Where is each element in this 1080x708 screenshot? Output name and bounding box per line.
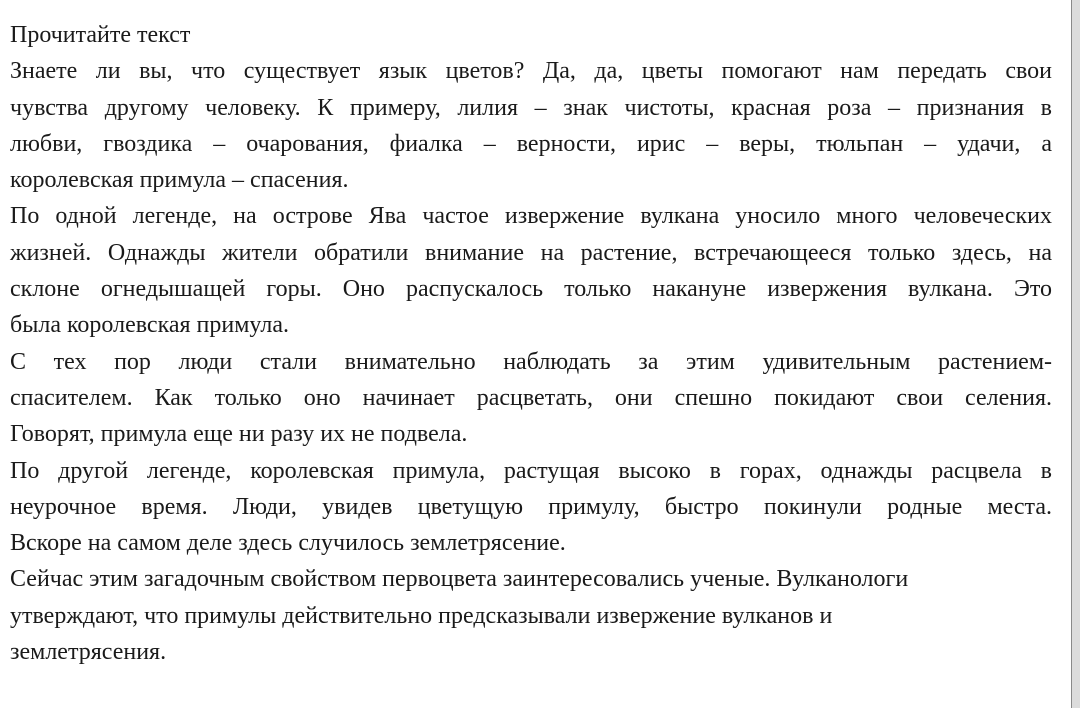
paragraph-5 [10, 561, 1052, 670]
text-line: землетрясения. [10, 639, 167, 666]
page-edge [1071, 0, 1080, 708]
text-line: Говорят, примула еще ни разу их не подвела. [10, 421, 468, 448]
text-line: жизней. Однажды жители обратили внимание на растение, встречающееся только здесь, на [10, 239, 1052, 266]
text-line: Знаете ли вы, что существует язык цветов? Да, да, цветы помогают нам передать свои [10, 58, 1052, 85]
paragraph-1 [10, 53, 1052, 198]
text-line: чувства другому человеку. К примеру, лилия – знак чистоты, красная роза – признания в [10, 94, 1052, 121]
text-line: С тех пор люди стали внимательно наблюдать за этим удивительным растением- [10, 348, 1052, 375]
text-line: По другой легенде, королевская примула, растущая высоко в горах, однажды расцвела в [10, 457, 1052, 484]
text-line: Сейчас этим загадочным свойством первоцвета заинтересовались ученые. Вулканологи [10, 566, 909, 593]
text-line: королевская примула – спасения. [10, 167, 349, 194]
text-line: была королевская примула. [10, 312, 289, 339]
text-line: утверждают, что примулы действительно предсказывали извержение вулканов и [10, 602, 833, 629]
text-line: По одной легенде, на острове Ява частое извержение вулкана уносило много человеческих [10, 203, 1052, 230]
paragraph-2 [10, 198, 1052, 343]
paragraph-4 [10, 453, 1052, 562]
text-line: спасителем. Как только оно начинает расцветать, они спешно покидают свои селения. [10, 384, 1052, 411]
text-line: Вскоре на самом деле здесь случилось землетрясение. [10, 530, 566, 557]
document-title: Прочитайте текст [10, 22, 191, 48]
paragraph-3 [10, 344, 1052, 453]
text-line: любви, гвоздика – очарования, фиалка – верности, ирис – веры, тюльпан – удачи, а [10, 130, 1052, 157]
text-line: склоне огнедышащей горы. Оно распускалось только накануне извержения вулкана. Это [10, 276, 1052, 303]
text-line: неурочное время. Люди, увидев цветущую примулу, быстро покинули родные места. [10, 493, 1052, 520]
